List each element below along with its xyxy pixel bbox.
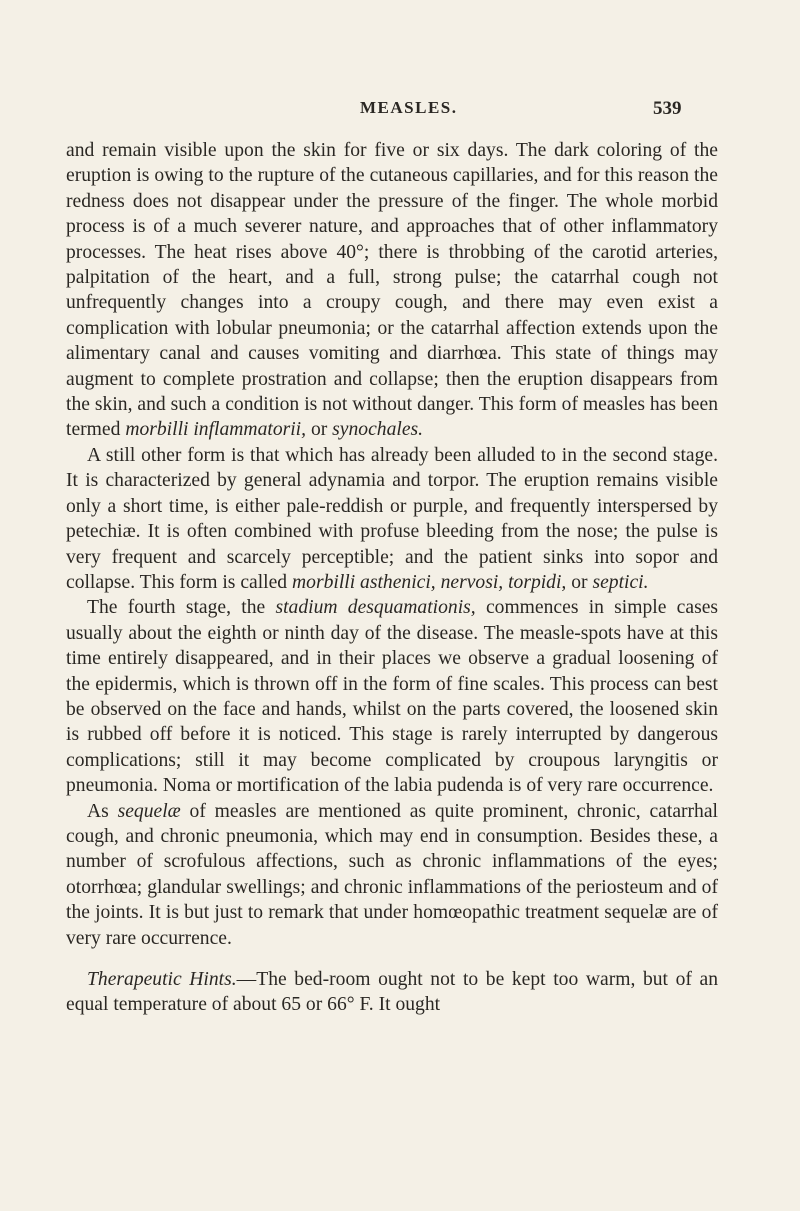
paragraph-therapeutic-hints xyxy=(66,967,718,1018)
term-synochales: synochales. xyxy=(332,419,424,441)
paragraph-3-text: commences in simple cases usually about the eighth or ninth day of the disease. The measle-spots have at this time entirely disappeared, and in their places we observe a gradual loosening of the epidermis, which is thrown off in the form of fine scales. This process can best be observed on the face and hands, whilst on the parts covered, the loosened skin is rubbed off before it is noticed. This stage is rarely interrupted by dangerous complications; still it may become complicated by croupous laryngitis or pneumonia. Noma or mortification of the labia pudenda is of very rare occurrence. xyxy=(66,597,719,797)
paragraph-1 xyxy=(66,138,718,443)
page-number: 539 xyxy=(653,98,682,119)
paragraph-1-text: and remain visible upon the skin for five or six days. The dark coloring of the eruption is owing to the rupture of the cutaneous capillaries, and for this reason the redness does not disappear under the pressure of the finger. The whole morbid process is of a much severer nature, and approaches that of other inflammatory processes. The heat rises above 40°; there is throbbing of the carotid arteries, palpitation of the heart, and a full, strong pulse; the catarrhal cough not unfrequently changes into a croupy cough, and there may even exist a complication with lobular pneumonia; or the catarrhal affection extends upon the alimentary canal and causes vomiting and diarrhœa. This state of things may augment to complete prostration and collapse; then the eruption disappears from the skin, and such a condition is not without danger. This form of measles has been termed xyxy=(66,140,718,441)
paragraph-2-text: A still other form is that which has already been alluded to in the second stage. It is characterized by general adynamia and torpor. The eruption remains visible only a short time, is either pale-reddish or purple, and frequently interspersed by petechiæ. It is often combined with profuse bleeding from the nose; the pulse is very frequent and scarcely perceptible; and the patient sinks into sopor and collapse. This form is called xyxy=(66,444,718,593)
paragraph-3 xyxy=(66,595,718,798)
term-morbilli-asthenici: morbilli asthenici, nervosi, torpidi, xyxy=(292,571,567,593)
connector-or: or xyxy=(310,419,328,441)
paragraph-2 xyxy=(66,443,718,595)
connector-or: or xyxy=(571,571,588,593)
paragraph-4-text: of measles are mentioned as quite prominent, chronic, catarrhal cough, and chronic pneumonia, which may end in consumption. Besides these, a number of scrofulous affections, such as chronic inflammations of the eyes; otorrhœa; glandular swellings; and chronic inflammations of the periosteum and of the joints. It is but just to remark that under homœopathic treatment sequelæ are of very rare occurrence. xyxy=(66,800,718,949)
running-title: MEASLES. xyxy=(360,98,458,117)
paragraph-4-start: As xyxy=(87,800,109,822)
body-text xyxy=(66,138,718,1018)
term-septici: septici. xyxy=(592,571,649,593)
section-heading-therapeutic-hints: Therapeutic Hints. xyxy=(87,969,237,990)
paragraph-3-start: The fourth stage, the xyxy=(87,597,266,619)
term-stadium-desquamationis: stadium desquamationis, xyxy=(275,597,476,619)
therapeutic-hints-text: —The bed-room ought not to be kept too warm, but of an equal temperature of about 65 or 66° F. It ought xyxy=(66,969,718,1016)
page-header xyxy=(0,98,800,126)
paragraph-4 xyxy=(66,799,718,951)
term-sequelae: sequelæ xyxy=(117,800,181,822)
term-morbilli-inflammatorii: morbilli inflammatorii, xyxy=(125,419,307,441)
